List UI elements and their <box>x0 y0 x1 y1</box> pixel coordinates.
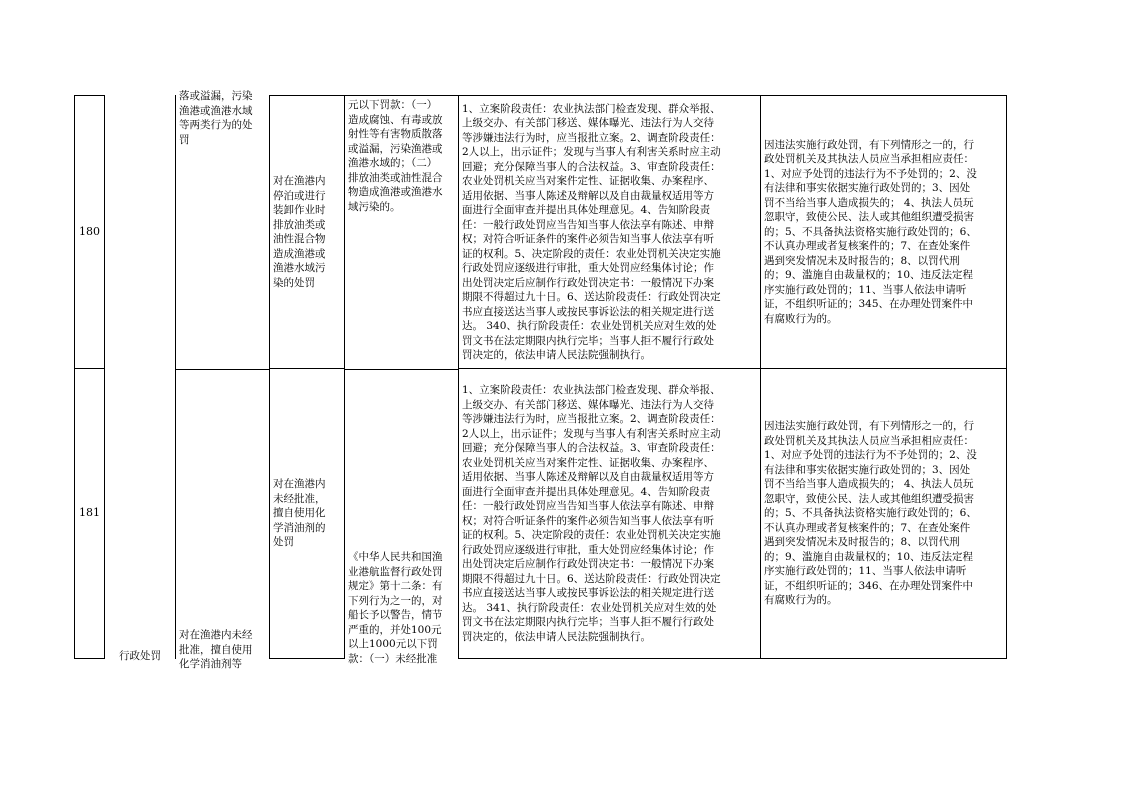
legal-basis-text: 《中华人民共和国渔 业港航监督行政处罚 规定》第十二条：有 下列行为之一的，对 船长予以警告，情节 严重的，并处100元 以上1000元以下罚 款：（一）未经批准 <box>348 551 443 665</box>
item-name-text: 对在渔港内未经 批准，擅自使用 化学消油剂等 <box>179 629 253 670</box>
responsibility-cell <box>459 95 761 369</box>
accountability-cell <box>761 369 1007 659</box>
legal-basis-cell <box>345 95 459 369</box>
row-number-cell <box>74 95 105 369</box>
category-cell <box>105 369 176 662</box>
legal-basis-cell <box>345 369 459 665</box>
sub-item-text: 对在渔港内 未经批准， 擅自使用化 学消油剂的 处罚 <box>273 478 326 549</box>
accountability-text: 因违法实施行政处罚，有下列情形之一的，行 政处罚机关及其执法人员应当承担相应责任： 1、对应予处罚的违法行为不予处罚的；2、没 有法律和事实依据实施行政处罚的；3、因处 罚不当给当事人造成损失的； 4、执法人员玩 忽职守，致使公民、法人或其他组织遭受损害 的；5、不具备执法资格实施行政处罚的；6、 不认真办理或者复核案件的；7、在查处案件 遇到突发情况未及时报告的；8、以罚代刑 的；9、滥施自由裁量权的；10、违反法定程 序实施行政处罚的；11、当事人依法申请听 证，不组织听证的；345、在办理处罚案件中 有腐败行为的。 <box>764 138 977 325</box>
sub-item-cell <box>270 95 345 369</box>
accountability-cell <box>761 95 1007 369</box>
sub-item-cell <box>270 369 345 659</box>
accountability-text: 因违法实施行政处罚，有下列情形之一的，行 政处罚机关及其执法人员应当承担相应责任： 1、对应予处罚的违法行为不予处罚的；2、没 有法律和事实依据实施行政处罚的；3、因处 罚不当给当事人造成损失的； 4、执法人员玩 忽职守，致使公民、法人或其他组织遭受损害 的；5、不具备执法资格实施行政处罚的；6、 不认真办理或者复核案件的；7、在查处案件 遇到突发情况未及时报告的；8、以罚代刑 的；9、滥施自由裁量权的；10、违反法定程 序实施行政处罚的；11、当事人依法申请听 证，不组织听证的；346、在办理处罚案件中 有腐败行为的。 <box>764 420 977 607</box>
responsibility-text: 1、立案阶段责任：农业执法部门检查发现、群众举报、 上级交办、有关部门移送、媒体曝光、违法行为人交待 等涉嫌违法行为时，应当报批立案。2、调查阶段责任： 2人以上，出示证件；发现与当事人有利害关系时应主动 回避；充分保障当事人的合法权益。3、审查阶段责任： 农业处罚机关应当对案件定性、证据收集、办案程序、 适用依据、当事人陈述及辩解以及自由裁量权适用等方 面进行全面审查并提出具体处理意见。4、告知阶段责 任：一般行政处罚应当告知当事人依法享有陈述、申辩 权；对符合听证条件的案件必须告知当事人依法享有听 证的权利。5、决定阶段的责任：农业处罚机关决定实施 行政处罚应逐级进行审批，重大处罚应经集体讨论；作 出处罚决定后应制作行政处罚决定书：一般情况下办案 期限不得超过九十日。6、送达阶段责任：行政处罚决定 书应直接送达当事人或按民事诉讼法的相关规定进行送 达。 341、执行阶段责任：农业处罚机关应对生效的处 罚文书在法定期限内执行完毕；当事人拒不履行行政处 罚决定的，依法申请人民法院强制执行。 <box>462 384 721 643</box>
item-name-cell <box>176 90 270 369</box>
category-text: 行政处罚 <box>119 650 161 662</box>
item-name-cell <box>176 369 270 670</box>
legal-basis-text: 元以下罚款：（一） 造成腐蚀、有毒或放 射性等有害物质散落 或溢漏，污染渔港或 渔港水域的；（二） 排放油类或油性混合 物造成渔港或渔港水 域污染的。 <box>348 99 443 213</box>
responsibility-text: 1、立案阶段责任：农业执法部门检查发现、群众举报、 上级交办、有关部门移送、媒体曝光、违法行为人交待 等涉嫌违法行为时，应当报批立案。2、调查阶段责任： 2人以上，出示证件；发现与当事人有利害关系时应主动 回避；充分保障当事人的合法权益。3、审查阶段责任： 农业处罚机关应当对案件定性、证据收集、办案程序、 适用依据、当事人陈述及辩解以及自由裁量权适用等方 面进行全面审查并提出具体处理意见。4、告知阶段责 任：一般行政处罚应当告知当事人依法享有陈述、申辩 权；对符合听证条件的案件必须告知当事人依法享有听 证的权利。5、决定阶段的责任：农业处罚机关决定实施 行政处罚应逐级进行审批，重大处罚应经集体讨论；作 出处罚决定后应制作行政处罚决定书：一般情况下办案 期限不得超过九十日。6、送达阶段责任：行政处罚决定 书应直接送达当事人或按民事诉讼法的相关规定进行送 达。 340、执行阶段责任：农业处罚机关应对生效的处 罚文书在法定期限内执行完毕；当事人拒不履行行政处 罚决定的，依法申请人民法院强制执行。 <box>462 102 721 361</box>
row-number: 180 <box>79 224 100 238</box>
row-number-cell <box>74 369 105 659</box>
item-name-text: 落或溢漏，污染 渔港或渔港水域 等两类行为的处 罚 <box>179 90 253 146</box>
row-number: 181 <box>79 506 100 520</box>
sub-item-text: 对在渔港内 停泊或进行 装卸作业时 排放油类或 油性混合物 造成渔港或 渔港水域污 染的处罚 <box>273 175 326 289</box>
responsibility-cell <box>459 369 761 659</box>
category-cell <box>105 95 176 369</box>
